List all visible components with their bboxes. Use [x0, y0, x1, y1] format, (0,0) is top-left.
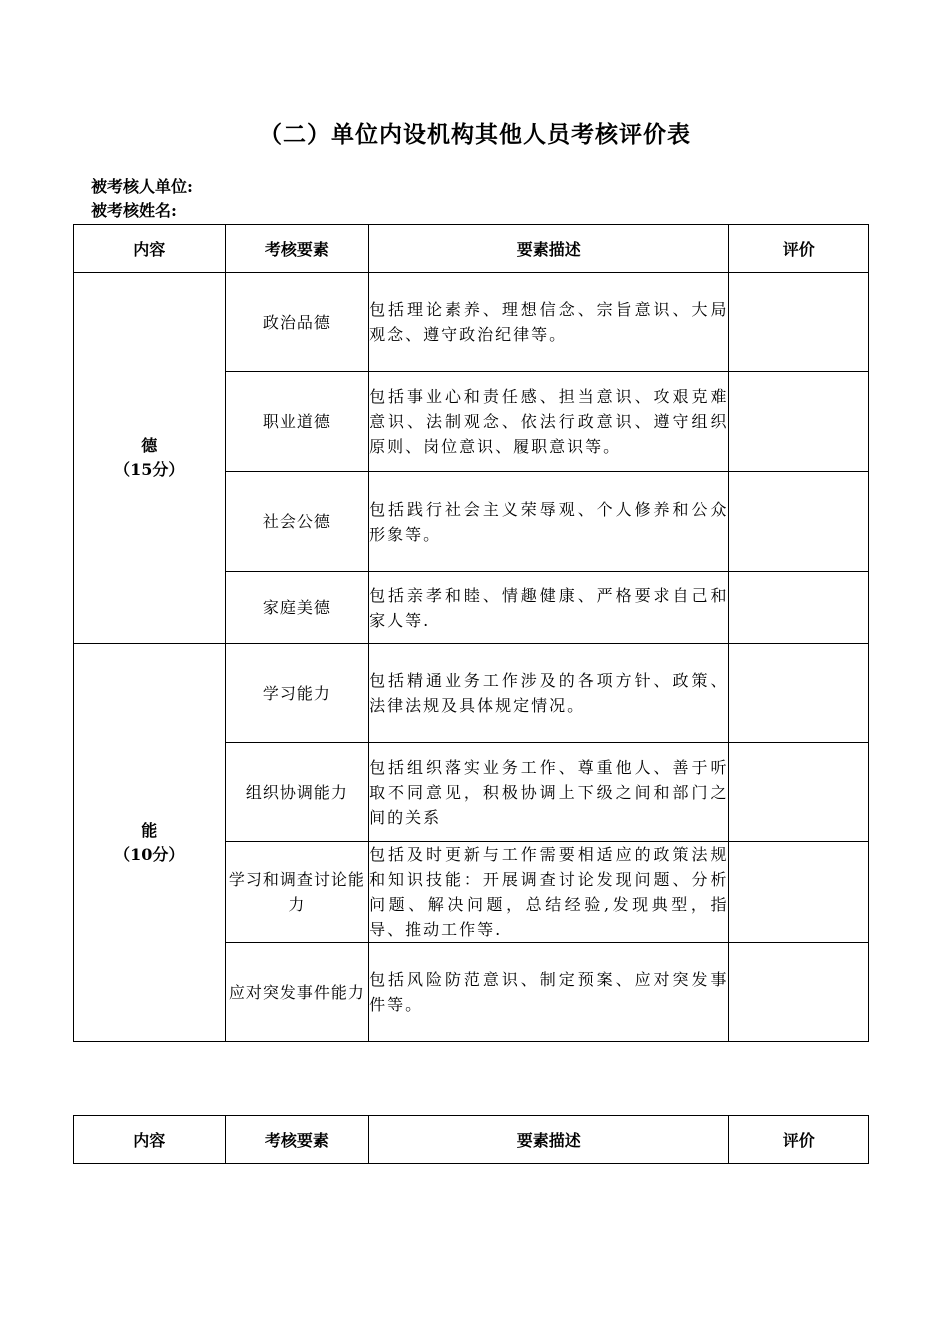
- table-header-row: [74, 225, 869, 273]
- evaluation-cell[interactable]: [729, 372, 869, 472]
- description-cell: 包括风险防范意识、制定预案、应对突发事件等。: [369, 943, 729, 1042]
- description-cell: 包括精通业务工作涉及的各项方针、政策、法律法规及具体规定情况。: [369, 644, 729, 743]
- category-cell-neng: [74, 644, 226, 1042]
- description-cell: 包括理论素养、理想信念、宗旨意识、大局观念、遵守政治纪律等。: [369, 273, 729, 372]
- evaluation-cell[interactable]: [729, 943, 869, 1042]
- description-cell: 包括践行社会主义荣辱观、个人修养和公众形象等。: [369, 472, 729, 572]
- element-cell: 政治品德: [225, 273, 369, 372]
- element-cell: 应对突发事件能力: [225, 943, 369, 1042]
- assessment-table: [73, 224, 869, 1042]
- element-cell: 职业道德: [225, 372, 369, 472]
- category-score: （10分）: [114, 844, 185, 864]
- header-content: 内容: [74, 1116, 226, 1164]
- description-cell: 包括组织落实业务工作、尊重他人、善于听取不同意见，积极协调上下级之间和部门之间的关系: [369, 743, 729, 842]
- description-cell: 包括亲孝和睦、情趣健康、严格要求自己和家人等.: [369, 572, 729, 644]
- evaluation-cell[interactable]: [729, 273, 869, 372]
- category-name: 能: [141, 820, 158, 840]
- evaluation-cell[interactable]: [729, 644, 869, 743]
- table-row: [74, 273, 869, 372]
- category-score: （15分）: [114, 460, 185, 479]
- assessment-table-continued: [73, 1115, 869, 1164]
- evaluation-cell[interactable]: [729, 743, 869, 842]
- description-cell: 包括及时更新与工作需要相适应的政策法规和知识技能：开展调查讨论发现问题、分析问题、解决问题，总结经验,发现典型，指导、推动工作等.: [369, 842, 729, 943]
- assessed-unit-label: 被考核人单位:: [91, 177, 193, 196]
- page-title: （二）单位内设机构其他人员考核评价表: [259, 121, 691, 148]
- header-description: 要素描述: [369, 1116, 729, 1164]
- description-cell: 包括事业心和责任感、担当意识、攻艰克难意识、法制观念、依法行政意识、遵守组织原则、岗位意识、履职意识等。: [369, 372, 729, 472]
- header-element: 考核要素: [225, 225, 369, 273]
- header-content: 内容: [74, 225, 226, 273]
- assessed-name-label: 被考核姓名:: [91, 201, 177, 220]
- header-element: 考核要素: [225, 1116, 369, 1164]
- element-cell: 社会公德: [225, 472, 369, 572]
- evaluation-cell[interactable]: [729, 472, 869, 572]
- evaluation-cell[interactable]: [729, 572, 869, 644]
- element-cell: 学习和调查讨论能力: [225, 842, 369, 943]
- header-description: 要素描述: [369, 225, 729, 273]
- category-name: 德: [141, 436, 158, 455]
- element-cell: 学习能力: [225, 644, 369, 743]
- header-evaluation: 评价: [729, 225, 869, 273]
- element-cell: 组织协调能力: [225, 743, 369, 842]
- header-evaluation: 评价: [729, 1116, 869, 1164]
- table-header-row: [74, 1116, 869, 1164]
- category-cell-de: [74, 273, 226, 644]
- table-row: [74, 644, 869, 743]
- element-cell: 家庭美德: [225, 572, 369, 644]
- evaluation-cell[interactable]: [729, 842, 869, 943]
